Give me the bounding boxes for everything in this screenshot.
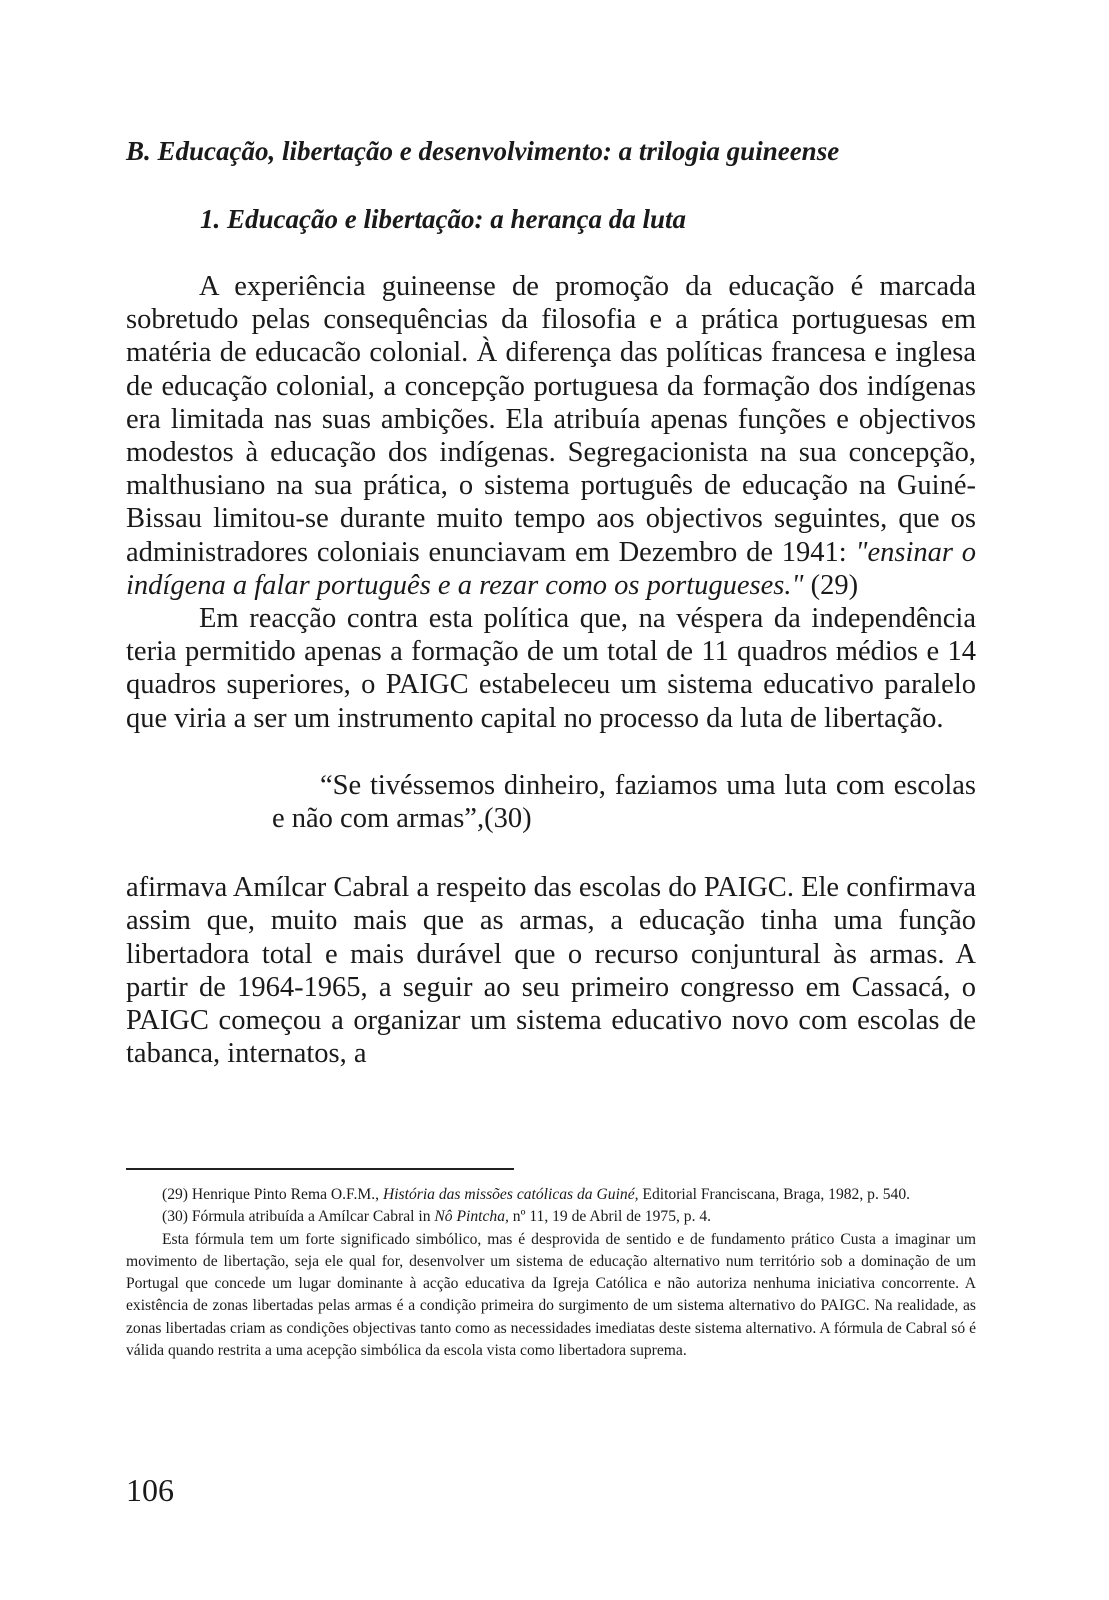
cabral-quote-text: “Se tivéssemos dinheiro, faziamos uma luta com escolas e não com armas”,: [272, 769, 976, 835]
cabral-quote: [272, 769, 976, 835]
body-text: [126, 270, 976, 1070]
section-heading: B. Educação, libertação e desenvolvimento: a trilogia guineense: [126, 136, 840, 166]
footnote-30: [126, 1206, 976, 1228]
paragraph-3: afirmava Amílcar Cabral a respeito das escolas do PAIGC. Ele confirmava assim que, muito mais que as armas, a educação tinha uma função libertadora total e mais durável que o recurso conjuntural às armas. A partir de 1964-1965, a seguir ao seu primeiro congresso em Cassacá, o PAIGC começou a organizar um sistema educativo novo com escolas de tabanca, internatos, a: [126, 872, 976, 1070]
footnote-30-title: Nô Pintcha,: [434, 1208, 509, 1226]
paragraph-1: [126, 270, 976, 602]
page-number: 106: [126, 1472, 174, 1508]
footnote-29-publisher: Editorial Franciscana, Braga, 1982, p. 540.: [638, 1186, 911, 1203]
colonial-quote: "ensinar o indígena a falar português e a rezar como os portugueses.": [126, 536, 976, 601]
footnote-29: [126, 1184, 976, 1206]
paragraph-2: Em reacção contra esta política que, na véspera da independência teria permitido apenas a formação de um total de 11 quadros médios e 14 quadros superiores, o PAIGC estabeleceu um sistema educativo paralelo que viria a ser um instrumento capital no processo da luta de libertação.: [126, 603, 976, 734]
footnote-divider: [126, 1168, 514, 1170]
footnote-ref-29: (29): [810, 569, 859, 601]
footnote-30-issue: nº 11, 19 de Abril de 1975, p. 4.: [508, 1208, 712, 1226]
footnote-29-mark: (29): [162, 1186, 188, 1203]
paragraph-1-text: A experiência guineense de promoção da educação é marcada sobretudo pelas consequências da filosofia e a prática portuguesas em matéria de educacão colonial. À diferença das políticas francesa e inglesa de educação colonial, a concepção portuguesa da formação dos indígenas era limitada nas suas ambições. Ela atribuía apenas funções e objectivos modestos à educação dos indígenas. Segregacionista na sua concepção, malthusiano na sua prática, o sistema português de educação na Guiné-Bissau limitou-se durante muito tempo aos objectivos seguintes, que os administradores coloniais enunciavam em Dezembro de 1941:: [126, 271, 976, 568]
footnote-ref-30: (30): [484, 803, 532, 835]
footnote-29-author: Henrique Pinto Rema O.F.M.,: [187, 1186, 383, 1203]
footnote-30-comment: Esta fórmula tem um forte significado simbólico, mas é desprovida de sentido e de fundamento prático Custa a imaginar um movimento de libertação, seja ele qual for, desenvolver um sistema de educação alternativo num território sob a dominação de um Portugal que concede um lugar dominante à acção educativa da Igreja Católica e não autoriza nenhuma iniciativa concorrente. A existência de zonas libertadas pelas armas é a condição primeira do surgimento de um sistema alternativo do PAIGC. Na realidade, as zonas libertadas criam as condições objectivas tanto como as necessidades imediatas deste sistema alternativo. A fórmula de Cabral só é válida quando restrita a uma acepção simbólica da escola vista como libertadora suprema.: [126, 1230, 976, 1360]
footnote-30-source: Fórmula atribuída a Amílcar Cabral in: [187, 1208, 435, 1226]
subsection-heading: 1. Educação e libertação: a herança da luta: [200, 204, 686, 234]
footnote-29-title: História das missões católicas da Guiné,: [382, 1186, 639, 1203]
footnote-30-mark: (30): [162, 1208, 188, 1226]
footnotes: [126, 1184, 976, 1362]
